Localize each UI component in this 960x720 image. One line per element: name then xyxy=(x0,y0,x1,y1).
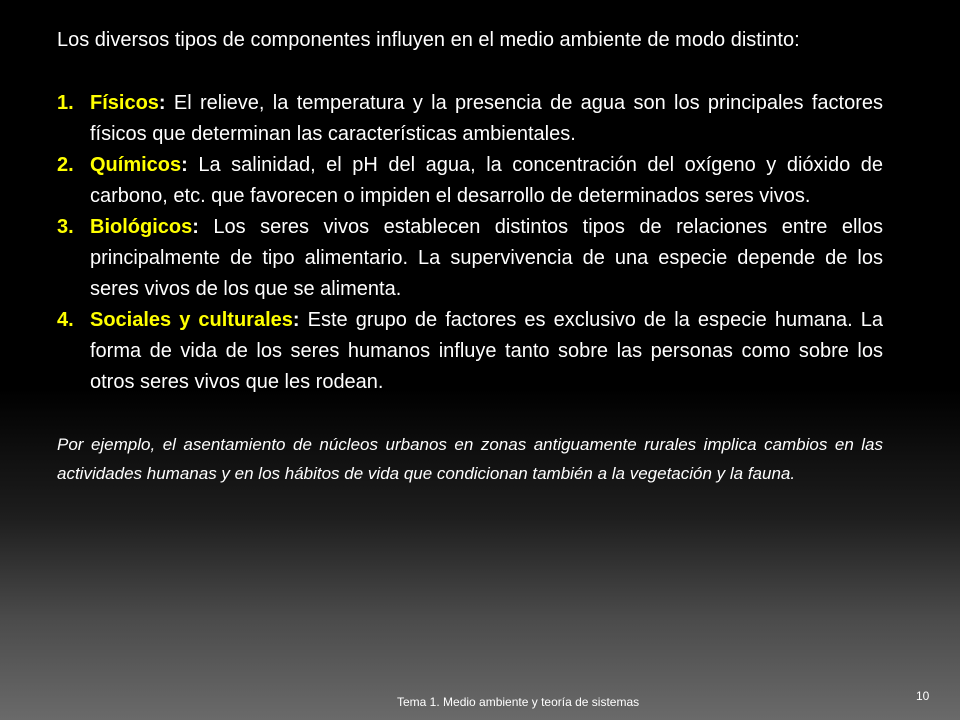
list-item-text xyxy=(90,212,883,305)
factor-term: Físicos xyxy=(90,92,159,114)
list-item-text xyxy=(90,150,883,212)
intro-paragraph: Los diversos tipos de componentes influyen en el medio ambiente de modo distinto: xyxy=(57,29,800,51)
factor-term: Químicos xyxy=(90,154,182,176)
list-item xyxy=(57,88,883,150)
factor-term: Biológicos xyxy=(90,216,193,238)
factor-description: La salinidad, el pH del agua, la concentración del oxígeno y dióxido de carbono, etc. que favorecen o impiden el desarrollo de determinados seres vivos. xyxy=(90,154,883,207)
list-number: 4. xyxy=(57,309,74,331)
page-number: 10 xyxy=(916,689,930,703)
list-number: 1. xyxy=(57,92,74,114)
factor-description: El relieve, la temperatura y la presencia de agua son los principales factores físicos que determinan las características ambientales. xyxy=(90,92,883,145)
list-number: 3. xyxy=(57,216,74,238)
list-item xyxy=(57,212,883,305)
factor-list xyxy=(57,88,883,398)
term-colon: : xyxy=(292,309,300,331)
term-colon: : xyxy=(192,216,199,238)
factor-term: Sociales y culturales xyxy=(90,309,293,331)
list-item-text xyxy=(90,305,883,398)
factor-description: Este grupo de factores es exclusivo de la especie humana. La forma de vida de los seres humanos influye tanto sobre las personas como sobre los otros seres vivos que les rodean. xyxy=(90,309,883,393)
factor-description: Los seres vivos establecen distintos tipos de relaciones entre ellos principalmente de tipo alimentario. La supervivencia de una especie depende de los seres vivos de los que se alimenta. xyxy=(90,216,883,300)
term-colon: : xyxy=(181,154,188,176)
list-item-text xyxy=(90,88,883,150)
footer-title: Tema 1. Medio ambiente y teoría de sistemas xyxy=(397,695,640,709)
term-colon: : xyxy=(158,92,166,114)
list-item xyxy=(57,305,883,398)
list-number: 2. xyxy=(57,154,74,176)
list-item xyxy=(57,150,883,212)
slide-content xyxy=(57,24,883,505)
example-paragraph: Por ejemplo, el asentamiento de núcleos urbanos en zonas antiguamente rurales implica cambios en las actividades humanas y en los hábitos de vida que condicionan también a la vegetación y la fauna. xyxy=(57,435,883,483)
